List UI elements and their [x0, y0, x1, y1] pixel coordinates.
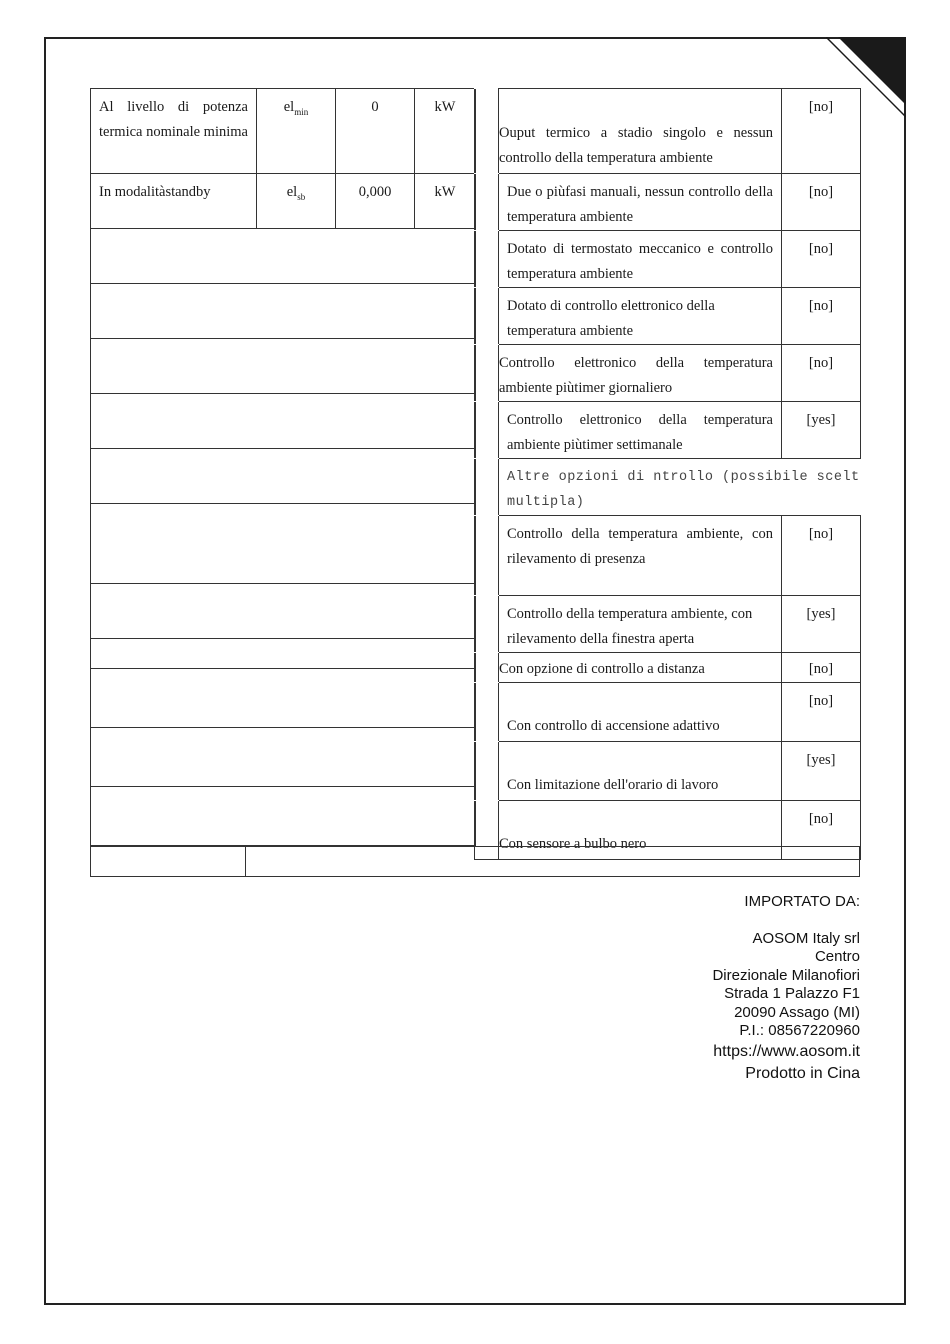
option-heading: Altre opzioni di ntrollo (possibile scelt multipla) — [499, 459, 861, 516]
importer-company: AOSOM Italy srl — [752, 929, 860, 947]
contact-row — [90, 846, 860, 877]
importer-website: https://www.aosom.it — [713, 1042, 860, 1060]
table-row — [475, 596, 861, 653]
option-value: [no] — [782, 653, 861, 683]
table-row — [475, 402, 861, 459]
table-row — [475, 345, 861, 402]
option-label: Controllo elettronico della temperatura ambiente piùtimer settimanale — [499, 402, 782, 459]
empty-cell — [91, 339, 476, 394]
option-value: [no] — [782, 288, 861, 345]
symbol-cell: $el_{min}$ — [257, 89, 336, 174]
option-value: [no] — [782, 345, 861, 402]
table-row — [475, 288, 861, 345]
option-label: Dotato di controllo elettronico della temperatura ambiente — [499, 288, 782, 345]
value-cell: 0,000 — [336, 174, 415, 229]
table-row — [475, 516, 861, 596]
option-label: Con controllo di accensione adattivo — [499, 683, 782, 742]
empty-cell — [91, 584, 476, 639]
empty-cell — [91, 229, 476, 284]
table-row — [475, 459, 861, 516]
option-label: Ouput termico a stadio singolo e nessun controllo della temperatura ambiente — [499, 89, 782, 174]
table-row — [475, 742, 861, 801]
importer-address-line: 20090 Assago (MI) — [734, 1003, 860, 1021]
option-label: Controllo della temperatura ambiente, con rilevamento della finestra aperta — [499, 596, 782, 653]
importer-info — [712, 893, 860, 1085]
option-value: [no] — [782, 231, 861, 288]
table-row — [475, 174, 861, 231]
unit-cell: kW — [415, 174, 476, 229]
option-value: [no] — [782, 174, 861, 231]
option-label: Dotato di termostato meccanico e controllo temperatura ambiente — [499, 231, 782, 288]
empty-cell — [91, 394, 476, 449]
table-row — [91, 174, 476, 229]
table-row — [91, 89, 476, 174]
empty-cell — [91, 504, 476, 584]
option-value: [yes] — [782, 596, 861, 653]
importer-address-line: Centro — [814, 948, 860, 965]
option-value: [no] — [782, 683, 861, 742]
power-consumption-table — [90, 88, 476, 846]
option-value: [yes] — [782, 402, 861, 459]
option-label: Controllo elettronico della temperatura ambiente piùtimer giornaliero — [499, 345, 782, 402]
table-row — [475, 89, 861, 174]
option-value: [no] — [782, 801, 861, 860]
empty-cell — [91, 449, 476, 504]
empty-cell — [91, 639, 476, 669]
table-row — [475, 231, 861, 288]
option-label: Con limitazione dell'orario di lavoro — [499, 742, 782, 801]
product-origin: Prodotto in Cina — [745, 1064, 860, 1082]
symbol-cell: $el_{sb}$ — [257, 174, 336, 229]
option-label: Con sensore a bulbo nero — [499, 801, 782, 860]
importer-address-line: Strada 1 Palazzo F1 — [724, 985, 860, 1002]
table-row — [475, 653, 861, 683]
row-label: Al livello di potenza termica nominale minima — [91, 89, 257, 174]
option-label: Due o piùfasi manuali, nessun controllo della temperatura ambiente — [499, 174, 782, 231]
importer-vat: P.I.: 08567220960 — [739, 1022, 860, 1039]
option-value: [no] — [782, 516, 861, 596]
option-label: Controllo della temperatura ambiente, con rilevamento di presenza — [499, 516, 782, 596]
value-cell: 0 — [336, 89, 415, 174]
empty-cell — [91, 669, 476, 728]
empty-cell — [91, 284, 476, 339]
empty-cell — [91, 728, 476, 787]
unit-cell: kW — [415, 89, 476, 174]
control-options-table — [474, 88, 861, 860]
importer-address-line: Direzionale Milanofiori — [712, 966, 860, 984]
option-value: [no] — [782, 89, 861, 174]
empty-cell — [91, 787, 476, 846]
table-row — [475, 683, 861, 742]
row-label: In modalitàstandby — [91, 174, 257, 229]
importer-heading: IMPORTATO DA: — [744, 893, 860, 910]
option-label: Con opzione di controllo a distanza — [499, 653, 782, 683]
option-value: [yes] — [782, 742, 861, 801]
